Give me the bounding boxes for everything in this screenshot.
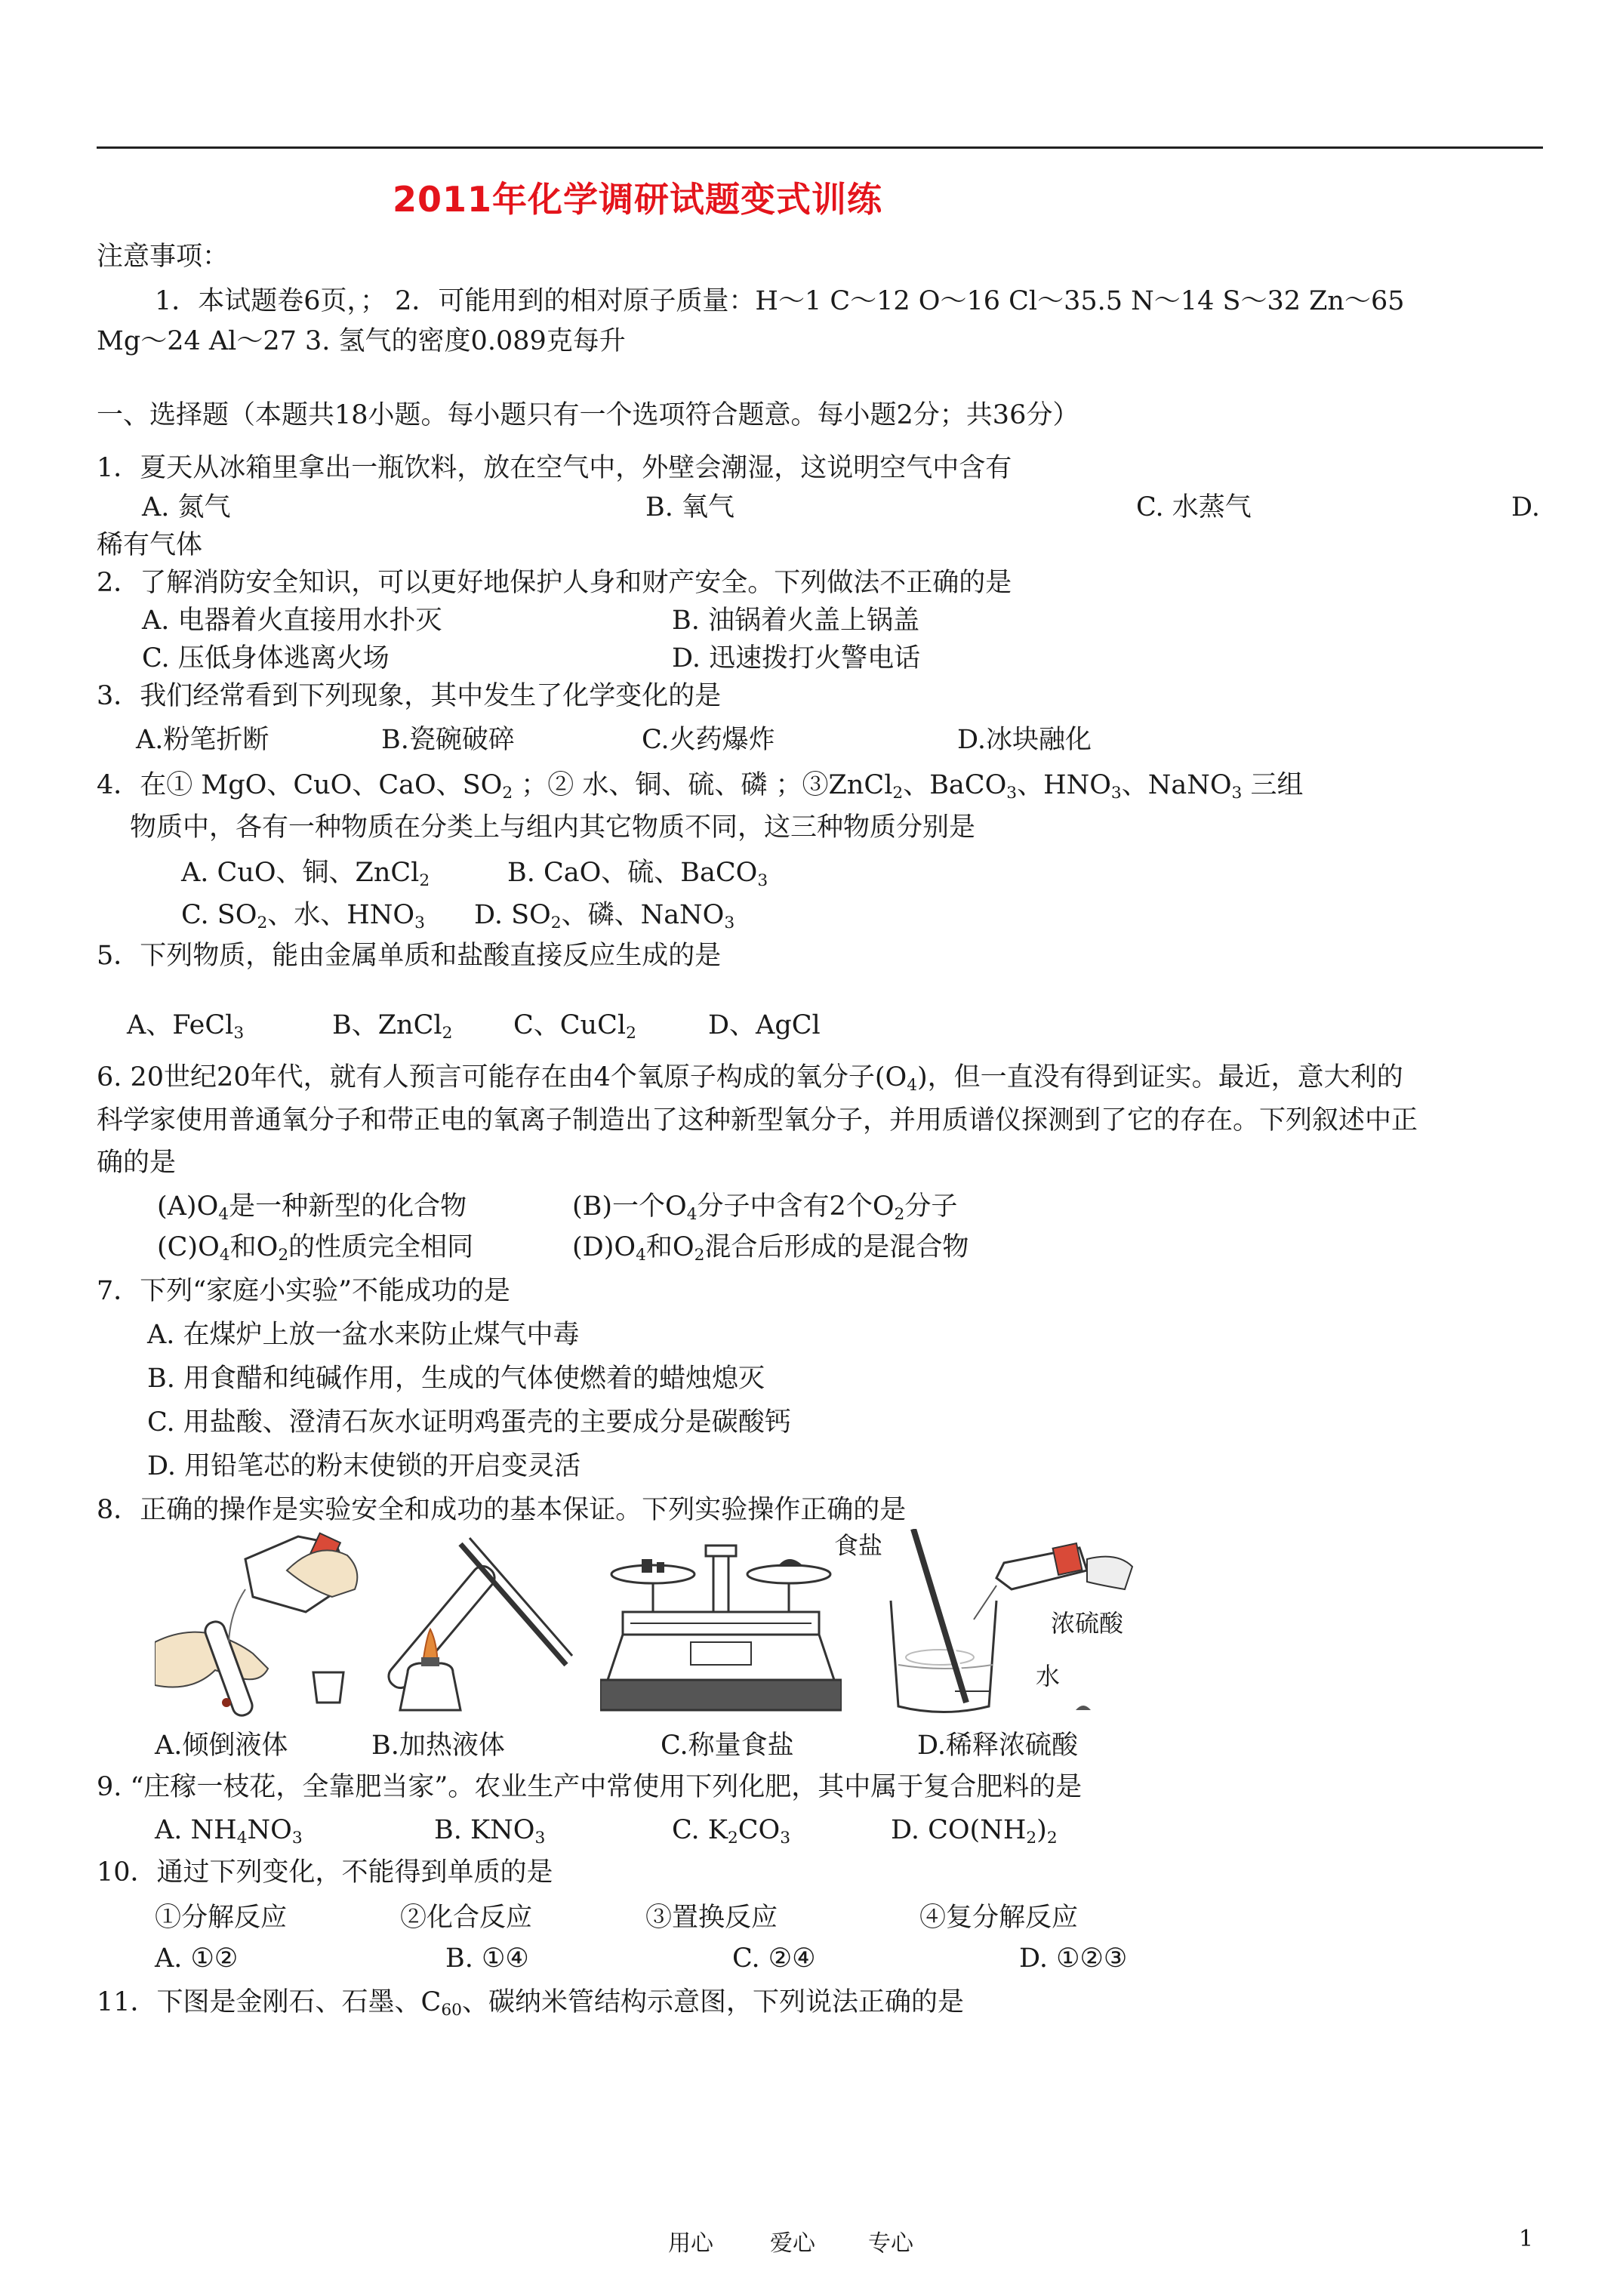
q2-option-a: A. 电器着火直接用水扑灭 — [142, 606, 442, 636]
q10-stem: 10．通过下列变化，不能得到单质的是 — [97, 1857, 553, 1888]
q7-option-c: C. 用盐酸、澄清石灰水证明鸡蛋壳的主要成分是碳酸钙 — [147, 1407, 791, 1438]
q3-option-b: B.瓷碗破碎 — [381, 725, 515, 755]
q9-option-c: C. $K_2CO_3$ — [672, 1815, 791, 1848]
q7-stem: 7．下列“家庭小实验”不能成功的是 — [97, 1276, 511, 1306]
figure-balance — [600, 1529, 842, 1725]
header-rule — [97, 146, 1543, 149]
q3-option-a: A.粉笔折断 — [136, 725, 269, 755]
q4-option-b: B. CaO、硫、BaCO$_3$ — [507, 858, 768, 891]
q8-stem: 8．正确的操作是实验安全和成功的基本保证。下列实验操作正确的是 — [97, 1495, 907, 1525]
q11-stem: 11．下图是金刚石、石墨、$C_{60}$、碳纳米管结构示意图，下列说法正确的是 — [97, 1987, 964, 2020]
notes-line-2: Mg～24 Al～27 3. 氢气的密度0.089克每升 — [97, 326, 626, 356]
q10-reaction-4: ④复分解反应 — [919, 1903, 1079, 1933]
q1-option-d-text: 稀有气体 — [97, 530, 203, 560]
q2-option-b: B. 油锅着火盖上锅盖 — [672, 606, 919, 636]
footer-text-2: 爱心 — [770, 2230, 815, 2257]
q10-option-b: B. ①④ — [445, 1943, 529, 1974]
q9-option-b: B. $KNO_3$ — [434, 1815, 546, 1848]
q5-option-d: D、AgCl — [708, 1010, 821, 1040]
footer-text-3: 专心 — [868, 2230, 913, 2257]
section-heading: 一、选择题（本题共18小题。每小题只有一个选项符合题意。每小题2分；共36分） — [97, 400, 1079, 430]
page-title: 2011年化学调研试题变式训练 — [393, 179, 883, 220]
q1-option-d: D. — [1511, 492, 1540, 522]
q6-line-1: 6. 20世纪20年代，就有人预言可能存在由4个氧原子构成的氧分子$(O_4)$，但一直没有得到证实。最近，意大利的 — [97, 1062, 1403, 1096]
footer-text-1: 用心 — [668, 2230, 713, 2257]
q8-option-d: D.稀释浓硫酸 — [917, 1730, 1078, 1761]
figure-pouring-liquid — [155, 1529, 374, 1725]
q9-option-a: A. $NH_4NO_3$ — [155, 1815, 303, 1848]
figure-heating-liquid — [385, 1529, 574, 1725]
q8-option-b: B.加热液体 — [371, 1730, 505, 1761]
q5-stem: 5．下列物质，能由金属单质和盐酸直接反应生成的是 — [97, 941, 722, 971]
q10-option-d: D. ①②③ — [1019, 1943, 1128, 1974]
q10-option-a: A. ①② — [155, 1943, 239, 1974]
label-water: 水 — [1036, 1662, 1061, 1690]
q9-option-d: D. $CO(NH_2)_2$ — [891, 1815, 1058, 1848]
q3-option-d: D.冰块融化 — [957, 725, 1092, 755]
q4-stem-line-1: 4．在① MgO、CuO、CaO、$SO_2$ ；② 水、铜、硫、磷 ；③ZnCl$_2$、BaCO$_3$、$HNO_3$、NaNO$_3$ 三组 — [97, 770, 1304, 803]
q5-option-a: A、FeCl$_3$ — [127, 1010, 245, 1043]
label-salt: 食盐 — [834, 1531, 883, 1560]
q7-option-b: B. 用食醋和纯碱作用，生成的气体使燃着的蜡烛熄灭 — [147, 1364, 765, 1394]
q4-option-a: A. CuO、铜、ZnCl$_2$ — [181, 858, 430, 891]
q8-option-a: A.倾倒液体 — [155, 1730, 288, 1761]
label-conc-acid: 浓硫酸 — [1051, 1609, 1124, 1638]
q1-option-b: B. 氧气 — [645, 492, 735, 522]
q2-stem: 2．了解消防安全知识，可以更好地保护人身和财产安全。下列做法不正确的是 — [97, 568, 1012, 598]
q10-option-c: C. ②④ — [732, 1943, 816, 1974]
q1-option-c: C. 水蒸气 — [1136, 492, 1252, 522]
q6-option-c: $(C)O_4$和$O_2$的性质完全相同 — [157, 1232, 474, 1265]
q2-option-c: C. 压低身体逃离火场 — [142, 643, 390, 673]
q3-option-c: C.火药爆炸 — [642, 725, 775, 755]
q7-option-d: D. 用铅笔芯的粉末使锁的开启变灵活 — [147, 1451, 581, 1481]
q1-stem: 1．夏天从冰箱里拿出一瓶饮料，放在空气中，外壁会潮湿，这说明空气中含有 — [97, 453, 1012, 483]
q3-stem: 3．我们经常看到下列现象，其中发生了化学变化的是 — [97, 681, 722, 711]
q1-option-a: A. 氮气 — [142, 492, 231, 522]
notes-heading: 注意事项： — [97, 242, 229, 272]
q5-option-c: C、CuCl$_2$ — [513, 1010, 636, 1043]
q6-option-b: (B)一个$O_4$分子中含有2个$O_2$分子 — [572, 1191, 958, 1225]
q6-option-a: $(A)O_4$是一种新型的化合物 — [157, 1191, 467, 1225]
q2-option-d: D. 迅速拨打火警电话 — [672, 643, 921, 673]
q4-stem-line-2: 物质中，各有一种物质在分类上与组内其它物质不同，这三种物质分别是 — [130, 812, 976, 843]
q10-reaction-2: ②化合反应 — [400, 1903, 533, 1933]
q6-option-d: $(D)O_4$和$O_2$混合后形成的是混合物 — [572, 1232, 969, 1265]
page-number: 1 — [1519, 2226, 1534, 2252]
notes-line-1: 1．本试题卷6页，； 2．可能用到的相对原子质量：H～1 C～12 O～16 Cl～35.5 N～14 S～32 Zn～65 — [155, 286, 1405, 316]
q10-reaction-3: ③置换反应 — [645, 1903, 778, 1933]
q6-line-2: 科学家使用普通氧分子和带正电的氧离子制造出了这种新型氧分子，并用质谱仪探测到了它的存在。下列叙述中正 — [97, 1105, 1418, 1136]
q4-option-c: C. $SO_2$、水、$HNO_3$ — [181, 900, 425, 933]
q7-option-a: A. 在煤炉上放一盆水来防止煤气中毒 — [147, 1320, 580, 1350]
q4-option-d: D. $SO_2$、磷、NaNO$_3$ — [474, 900, 735, 933]
q5-option-b: B、ZnCl$_2$ — [332, 1010, 453, 1043]
q8-option-c: C.称量食盐 — [661, 1730, 794, 1761]
q10-reaction-1: ①分解反应 — [155, 1903, 288, 1933]
q9-stem: 9. “庄稼一枝花，全靠肥当家”。农业生产中常使用下列化肥，其中属于复合肥料的是 — [97, 1772, 1083, 1802]
q6-line-3: 确的是 — [97, 1148, 177, 1178]
